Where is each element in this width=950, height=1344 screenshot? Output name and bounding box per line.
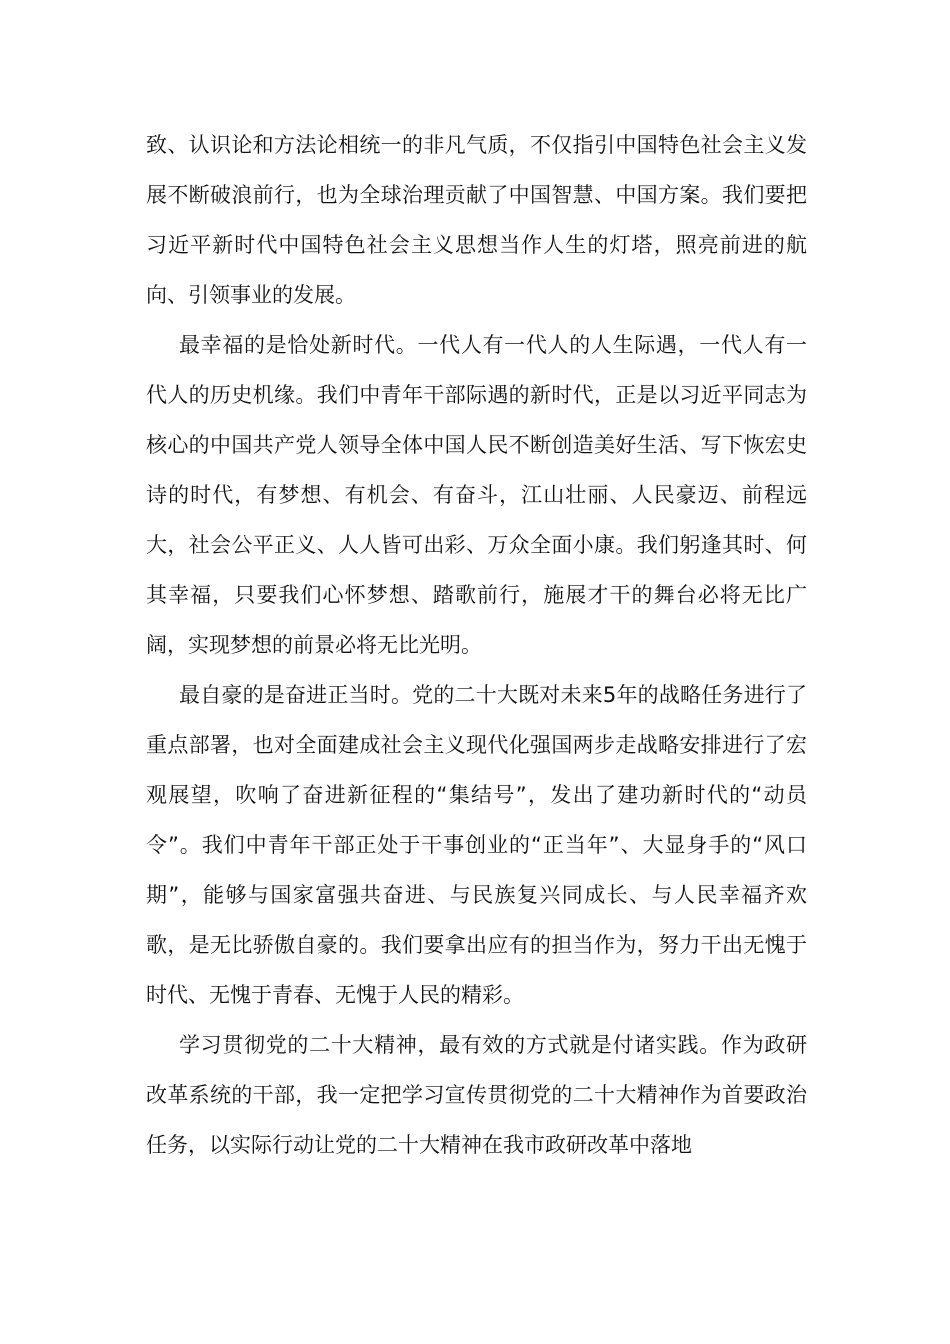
paragraph-4: 学习贯彻党的二十大精神，最有效的方式就是付诸实践。作为政研改革系统的干部，我一定把学习宣传贯彻党的二十大精神作为首要政治任务，以实际行动让党的二十大精神在我市政研改革中落地 — [146, 1033, 807, 1157]
paragraph-1: 致、认识论和方法论相统一的非凡气质，不仅指引中国特色社会主义发展不断破浪前行，也为全球治理贡献了中国智慧、中国方案。我们要把习近平新时代中国特色社会主义思想当作人生的灯塔，照亮前进的航向、引领事业的发展。 — [146, 133, 807, 307]
document-body — [146, 120, 807, 1170]
paragraph-3: 最自豪的是奋进正当时。党的二十大既对未来5年的战略任务进行了重点部署，也对全面建成社会主义现代化强国两步走战略安排进行了宏观展望，吹响了奋进新征程的“集结号”，发出了建功新时代的“动员令”。我们中青年干部正处于干事创业的“正当年”、大显身手的“风口期”，能够与国家富强共奋进、与民族复兴同成长、与人民幸福齐欢歌，是无比骄傲自豪的。我们要拿出应有的担当作为，努力干出无愧于时代、无愧于青春、无愧于人民的精彩。 — [146, 683, 807, 1007]
paragraph-2: 最幸福的是恰处新时代。一代人有一代人的人生际遇，一代人有一代人的历史机缘。我们中青年干部际遇的新时代，正是以习近平同志为核心的中国共产党人领导全体中国人民不断创造美好生活、写下恢宏史诗的时代，有梦想、有机会、有奋斗，江山壮丽、人民豪迈、前程远大，社会公平正义、人人皆可出彩、万众全面小康。我们躬逢其时、何其幸福，只要我们心怀梦想、踏歌前行，施展才干的舞台必将无比广阔，实现梦想的前景必将无比光明。 — [146, 333, 807, 657]
